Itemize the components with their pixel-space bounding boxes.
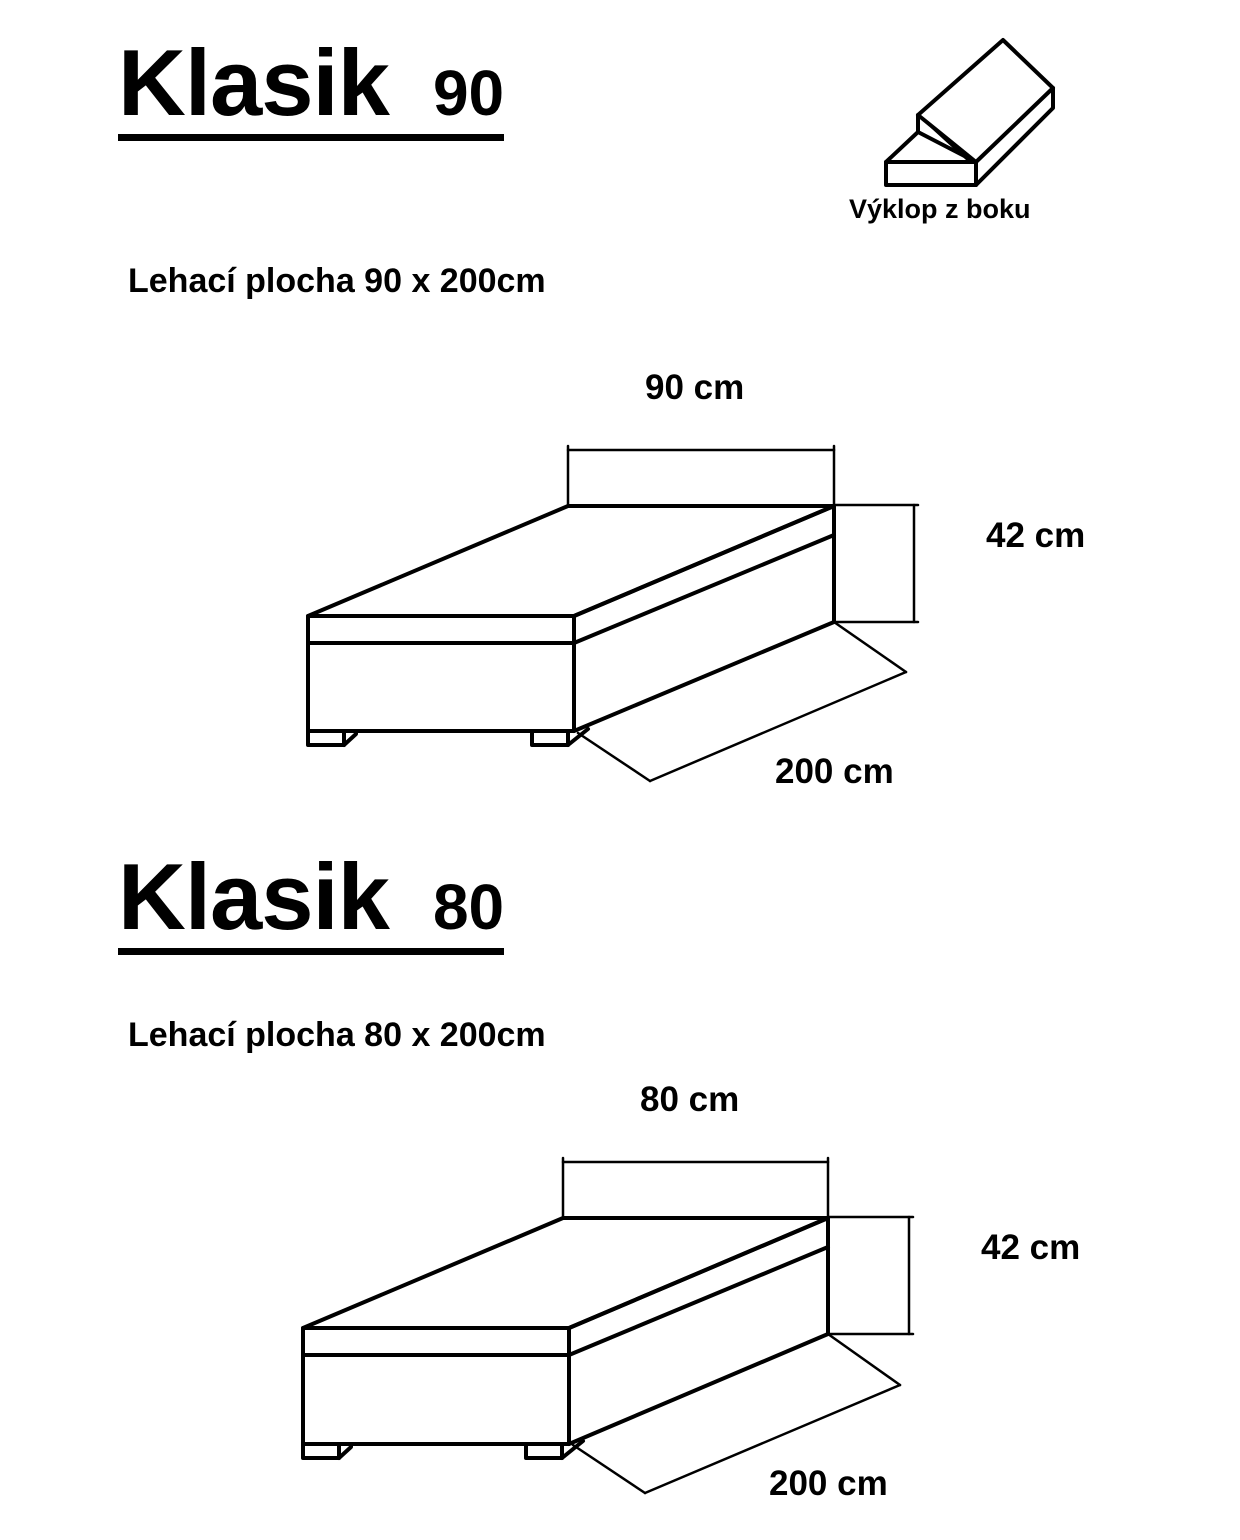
opening-type-label: Výklop z boku <box>849 194 1031 224</box>
product-name: Klasik <box>118 844 389 949</box>
sleeping-surface-label: Lehací plocha 80 x 200cm <box>128 1016 546 1054</box>
length-dimension-label: 200 cm <box>769 1464 888 1503</box>
height-dimension-label: 42 cm <box>986 516 1086 555</box>
product-name: Klasik <box>118 30 389 135</box>
sleeping-surface-label: Lehací plocha 90 x 200cm <box>128 262 546 300</box>
product-size: 90 <box>432 57 505 129</box>
product-title-klasik-90 <box>118 30 505 141</box>
width-dimension-label: 80 cm <box>640 1080 740 1119</box>
length-dimension-label: 200 cm <box>775 752 894 791</box>
width-dimension-label: 90 cm <box>645 368 745 407</box>
height-dimension-label: 42 cm <box>981 1228 1081 1267</box>
product-title-klasik-80 <box>118 844 505 955</box>
product-size: 80 <box>432 871 505 943</box>
